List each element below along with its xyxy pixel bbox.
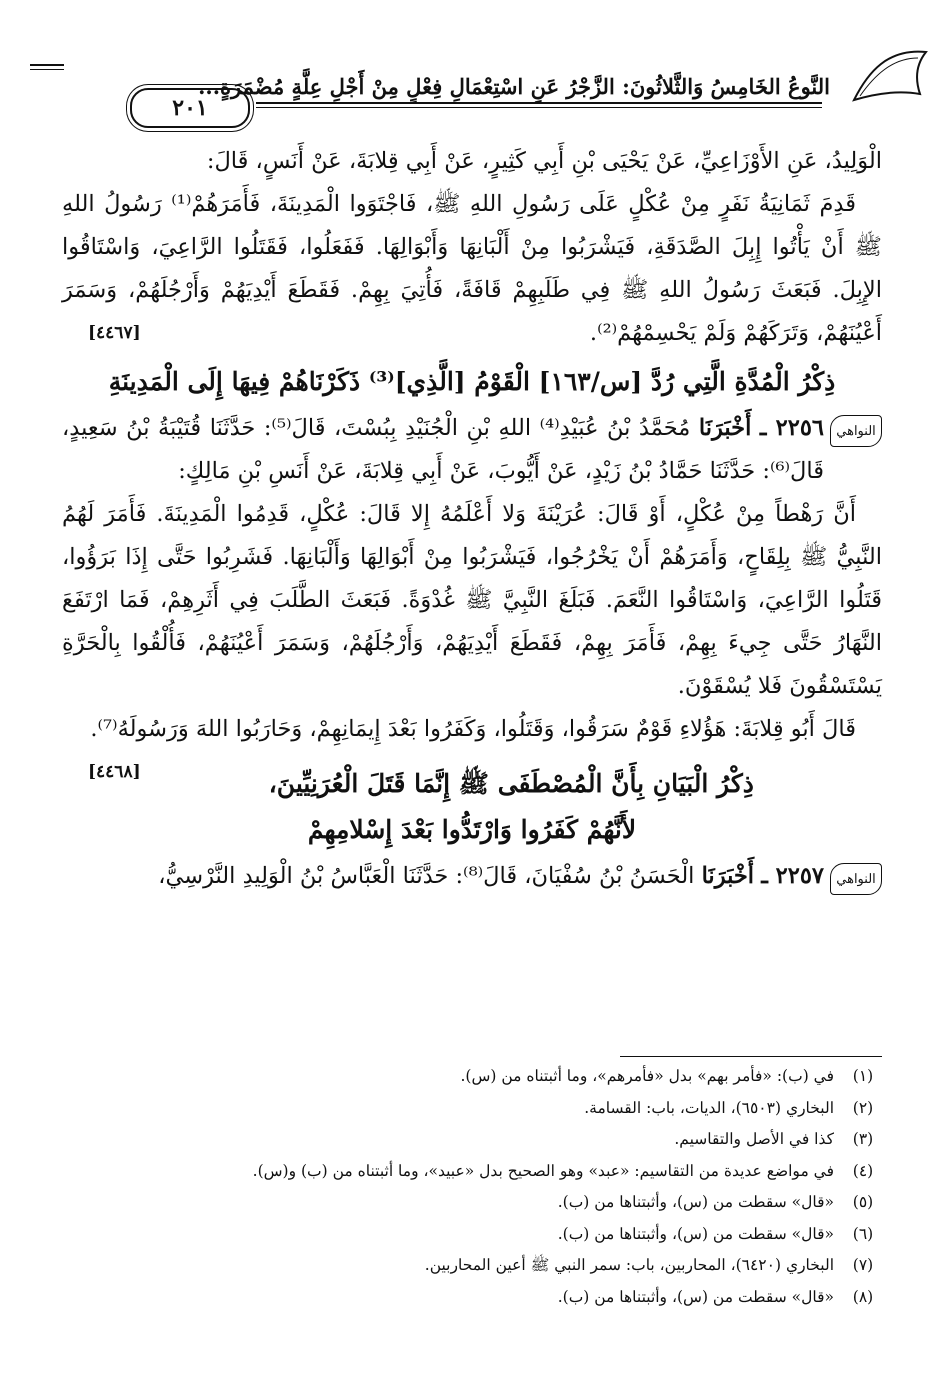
hadith-ref-4468: [٤٤٦٨] <box>88 762 141 782</box>
section-heading-1: ذِكْرُ الْمُدَّةِ الَّتِي رُدَّ [س/١٦٣] الْقَوْمُ [الَّذِي]⁽³⁾ ذَكَرْنَاهُمْ فِيهَا إِلَى الْمَدِينَةِ <box>108 367 836 396</box>
hadith-2257-isnad <box>62 855 824 898</box>
hadith-2257 <box>62 855 882 898</box>
hadith-marker-icon: النواهي <box>830 863 882 895</box>
section-heading-2-line-2: لأَنَّهُمْ كَفَرُوا وَارْتَدُّوا بَعْدَ إِسْلامِهِمْ <box>307 815 637 844</box>
paragraph-2 <box>62 183 882 355</box>
footnote: (٢) البخاري (٦٥٠٣)، الديات، باب: القسامة. <box>584 1098 874 1117</box>
header-left-rule <box>30 64 64 70</box>
footnote-rule <box>620 1056 882 1057</box>
footnote: (٦) «قال» سقطت من (س)، وأثبتناها من (ب). <box>557 1224 874 1243</box>
hadith-2256 <box>62 407 882 493</box>
page-header <box>60 38 910 121</box>
footnote: (٧) البخاري (٦٤٢٠)، المحاربين، باب: سمر النبي ﷺ أعين المحاربين. <box>424 1256 874 1274</box>
page-number: ٢٠١ <box>130 88 250 128</box>
hadith-ref-4467: [٤٤٦٧] <box>88 323 141 343</box>
footnote: (٤) في مواضع عديدة من التقاسيم: «عبد» وهو الصحيح بدل «عبيد»، وما أثبتناه من (ب) و(س). <box>252 1161 874 1180</box>
footnote: (١) في (ب): «فأمر بهم» بدل «فأمرهم»، وما أثبتناه من (س). <box>460 1067 874 1085</box>
isnad-text: مُحَمَّدُ بْنُ عُبَيْدِ⁽⁴⁾ اللهِ بْنِ الْجُنَيْدِ بِبُسْتَ، قَالَ⁽⁵⁾: حَدَّثَنَا قُتَيْبَةُ بْنُ سَعِيدٍ، قَالَ⁽⁶⁾: حَدَّثَنَا حَمَّادُ بْنُ زَيْدٍ، عَنْ أَيُّوبَ، عَنْ أَبِي قِلابَةَ، عَنْ أَنَسِ بْنِ مَالِكٍ: <box>62 415 824 484</box>
hadith-number: ٢٢٥٦ ـ <box>759 415 825 441</box>
main-text <box>62 140 882 898</box>
footnote: (٨) «قال» سقطت من (س)، وأثبتناها من (ب). <box>557 1287 874 1306</box>
paragraph-1: الْوَلِيدُ، عَنِ الأَوْزَاعِيِّ، عَنْ يَحْيَى بْنِ أَبِي كَثِيرٍ، عَنْ أَبِي قِلابَةَ، عَنْ أَنَسٍ، قَالَ: <box>206 148 882 174</box>
header-rule <box>256 102 822 108</box>
section-heading-2-line-1: ذِكْرُ الْبَيَانِ بِأَنَّ الْمُصْطَفَى ﷺ إِنَّمَا قَتَلَ الْعُرَنِيِّينَ، <box>268 769 754 798</box>
footnote: (٣) كذا في الأصل والتقاسيم. <box>674 1130 874 1148</box>
isnad-text: الْحَسَنُ بْنُ سُفْيَانَ، قَالَ⁽⁸⁾: حَدَّثَنَا الْعَبَّاسُ بْنُ الْوَلِيدِ النَّرْسِيُّ، <box>158 863 695 889</box>
akhbarana-label: أَخْبَرَنَا <box>701 863 755 889</box>
section-heading-2 <box>62 761 882 853</box>
footnotes <box>62 1056 882 1313</box>
paragraph-3: أَنَّ رَهْطاً مِنْ عُكْلٍ، أَوْ قَالَ: عُرَيْنَةَ وَلا أَعْلَمُهُ إِلا قَالَ: عُكْلٍ، قَدِمُوا الْمَدِينَةَ. فَأَمَرَ لَهُمُ النَّبِيُّ ﷺ بِلِقَاحٍ، وَأَمَرَهُمْ أَنْ يَخْرُجُوا، فَيَشْرَبُوا مِنْ أَبْوَالِهَا وَأَلْبَانِهَا. فَشَرِبُوا حَتَّى إِذَا بَرَؤُوا، قَتَلُوا الرَّاعِيَ، وَاسْتَاقُوا النَّعَمَ. فَبَلَغَ النَّبِيَّ ﷺ غُدْوَةً. فَبَعَثَ الطَّلَبَ فِي أَثَرِهِمْ، فَمَا ارْتَفَعَ النَّهَارُ حَتَّى جِيءَ بِهِمْ، فَأَمَرَ بِهِمْ، فَقَطَعَ أَيْدِيَهُمْ، وَأَرْجُلَهُمْ، وَسَمَرَ أَعْيُنَهُمْ، فَأُلْقُوا بِالْحَرَّةِ يَسْتَسْقُونَ فَلا يُسْقَوْنَ. <box>62 501 882 699</box>
paragraph-4-text: قَالَ أَبُو قِلابَةَ: هَؤُلاءِ قَوْمٌ سَرَقُوا، وَقَتَلُوا، وَكَفَرُوا بَعْدَ إِيمَانِهِمْ، وَحَارَبُوا اللهَ وَرَسُولَهُ⁽⁷⁾. <box>90 716 856 742</box>
hadith-number: ٢٢٥٧ ـ <box>761 863 824 889</box>
paragraph-4 <box>62 708 882 782</box>
footnote: (٥) «قال» سقطت من (س)، وأثبتناها من (ب). <box>557 1193 874 1211</box>
section-logo <box>848 42 932 108</box>
paragraph-2-text: قَدِمَ ثَمَانِيَةُ نَفَرٍ مِنْ عُكْلٍ عَلَى رَسُولِ اللهِ ﷺ، فَاجْتَوَوا الْمَدِينَةَ، فَأَمَرَهُمْ⁽¹⁾ رَسُولُ اللهِ ﷺ أَنْ يَأْتُوا إِبِلَ الصَّدَقَةِ، فَيَشْرَبُوا مِنْ أَلْبَانِهَا وَأَبْوَالِهَا. فَفَعَلُوا، فَقَتَلُوا الرَّاعِيَ، وَاسْتَاقُوا الإِبِلَ. فَبَعَثَ رَسُولُ اللهِ ﷺ فِي طَلَبِهِمْ قَافَةً، فَأُتِيَ بِهِمْ. فَقَطَعَ أَيْدِيَهُمْ وَأَرْجُلَهُمْ، وَسَمَرَ أَعْيُنَهُمْ، وَتَرَكَهُمْ وَلَمْ يَحْسِمْهُمْ⁽²⁾. <box>62 191 882 346</box>
hadith-2256-isnad <box>62 407 824 493</box>
akhbarana-label: أَخْبَرَنَا <box>698 415 752 441</box>
hadith-marker-icon: النواهي <box>830 415 882 447</box>
chapter-title: النَّوعُ الخَامِسُ وَالثَّلاثُونَ: الزَّجْرُ عَنِ اسْتِعْمَالِ فِعْلٍ مِنْ أَجْلِ عِلَّةٍ مُضْمَرَةٍ... <box>198 74 830 99</box>
